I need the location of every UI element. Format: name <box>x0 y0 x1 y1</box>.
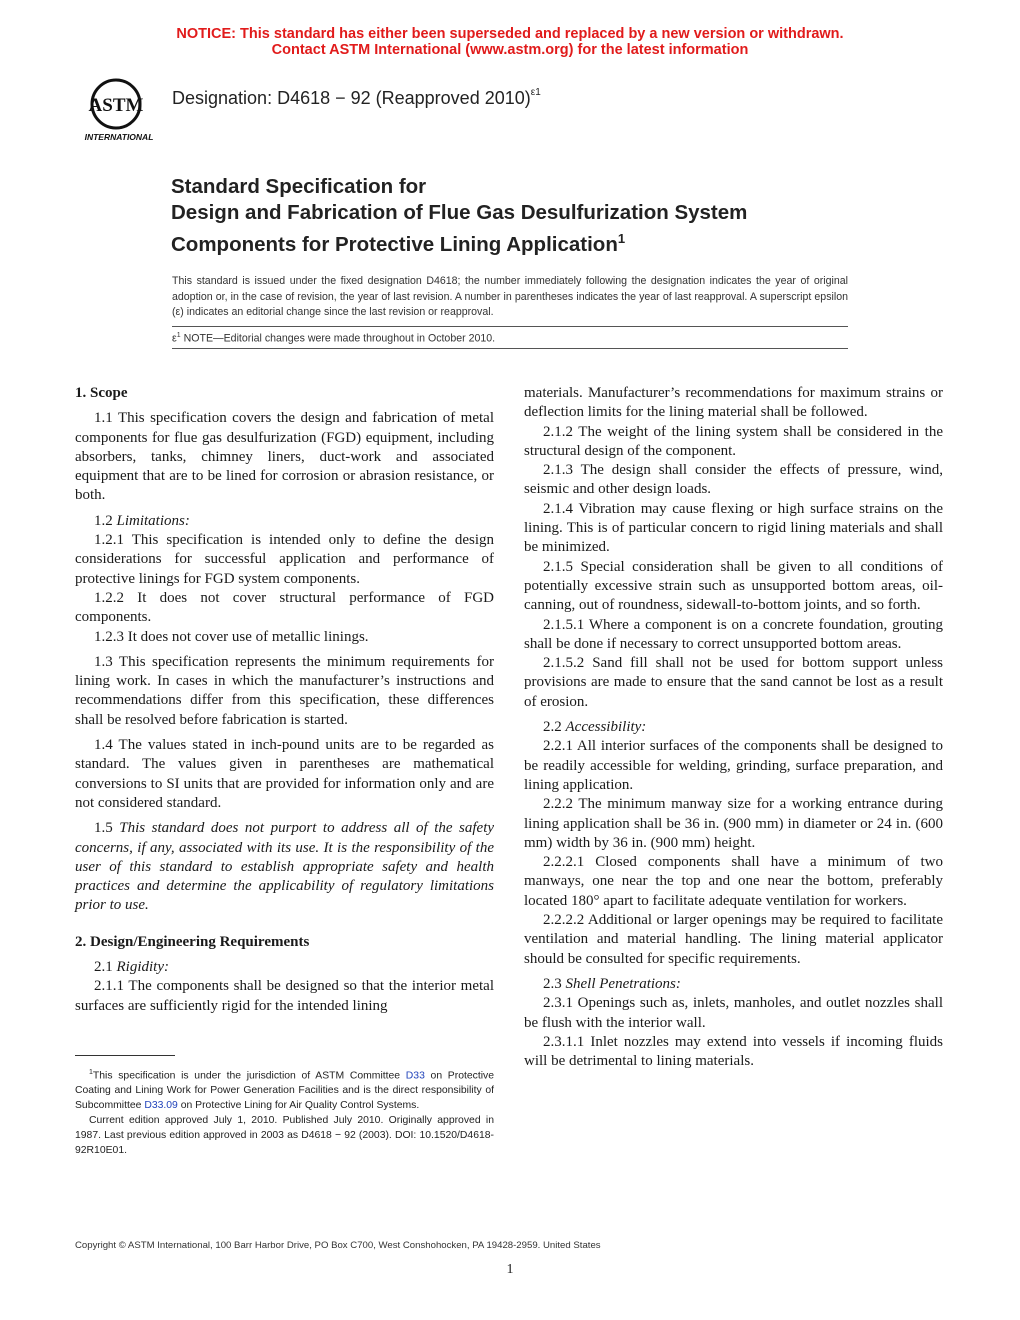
paragraph-1-5 <box>75 819 494 915</box>
paragraph-2-1-1-continued: materials. Manufacturer’s recommendations for maximum strains or deflection limits for the lining material shall be followed. <box>524 385 943 421</box>
subcommittee-link[interactable]: D33.09 <box>144 1100 178 1112</box>
footnote-text-a: This specification is under the jurisdiction of ASTM Committee <box>92 1070 406 1082</box>
paragraph-2-2-label: Accessibility: <box>565 719 647 736</box>
logo-text: ASTM <box>88 95 144 116</box>
title-line-2: Design and Fabrication of Flue Gas Desulfurization System <box>171 201 748 224</box>
designation-superscript: ε1 <box>530 87 541 98</box>
designation-text: Designation: D4618 − 92 (Reapproved 2010) <box>172 88 531 108</box>
paragraph-1-5-text: This standard does not purport to address all of the safety concerns, if any, associated with its use. It is the responsibility of the user of this standard to establish appropriate safety and health practices and determine the applicability of regulatory limitations prior to use. <box>75 820 495 914</box>
paragraph-2-1-3: 2.1.3 The design shall consider the effects of pressure, wind, seismic and other design loads. <box>524 462 943 498</box>
paragraph-2-1 <box>75 958 494 977</box>
withdrawn-notice <box>0 26 1020 58</box>
logo-subtext: INTERNATIONAL <box>84 132 154 142</box>
paragraph-2-2-2-2: 2.2.2.2 Additional or larger openings may be required to facilitate ventilation and material handling. The lining material applicator should be consulted for specific requirements. <box>524 912 943 967</box>
astm-logo <box>76 74 160 144</box>
title-line-3: Components for Protective Lining Application <box>171 232 618 256</box>
notice-line-2: Contact ASTM International (www.astm.org) for the latest information <box>271 42 749 58</box>
paragraph-2-3 <box>524 975 943 994</box>
footnote-jurisdiction <box>75 1065 494 1113</box>
paragraph-1-2-label: Limitations: <box>116 512 190 529</box>
footnote-mark: 1 <box>89 1069 93 1076</box>
paragraph-1-3: 1.3 This specification represents the minimum requirements for lining work. In cases in which the manufacturer’s instructions and recommendations differ from this specification, these differences shall be resolved before fabrication is started. <box>75 653 494 728</box>
title-line-1: Standard Specification for <box>171 175 427 198</box>
paragraph-2-2-number: 2.2 <box>543 719 566 736</box>
paragraph-2-2-1: 2.2.1 All interior surfaces of the components shall be designed to be readily accessible for welding, grinding, surface preparation, and lining application. <box>524 738 943 793</box>
paragraph-2-1-2: 2.1.2 The weight of the lining system shall be considered in the structural design of the component. <box>524 423 943 459</box>
paragraph-2-1-label: Rigidity: <box>116 959 169 976</box>
page-number: 1 <box>506 1262 514 1277</box>
paragraph-1-1: 1.1 This specification covers the design and fabrication of metal components for flue gas desulfurization (FGD) equipment, including absorbers, tanks, chimney liners, duct-work and associated equipment that are to be lined for corrosion or abrasion resistance, or both. <box>75 410 494 504</box>
footnote-text-b: on Protective Coating and Lining Work for Power Generation Facilities and is the direct responsibility of Subcommittee <box>75 1070 495 1112</box>
epsilon-mark: ε <box>172 332 177 345</box>
footnote-text-c: on Protective Lining for Air Quality Control Systems. <box>177 1100 420 1112</box>
paragraph-2-2-2-1: 2.2.2.1 Closed components shall have a minimum of two manways, one near the top and one near the bottom, preferably located 180° apart to facilitate adequate ventilation for workers. <box>524 854 943 909</box>
paragraph-2-3-1-1: 2.3.1.1 Inlet nozzles may extend into vessels if incoming fluids will be detrimental to lining materials. <box>524 1033 943 1070</box>
paragraph-2-1-5-2: 2.1.5.2 Sand fill shall not be used for bottom support unless provisions are made to ensure that the sand cannot be lost as a result of erosion. <box>524 655 943 710</box>
paragraph-1-2-1: 1.2.1 This specification is intended only to define the design considerations for successful application and performance of protective linings for FGD system components. <box>75 532 494 587</box>
epsilon-note <box>172 332 495 345</box>
paragraph-2-3-label: Shell Penetrations: <box>565 975 681 992</box>
footnote-divider <box>75 1055 175 1056</box>
paragraph-2-1-4: 2.1.4 Vibration may cause flexing or high surface strains on the lining. This is of particular concern to rigid lining materials and shall be minimized. <box>524 500 943 556</box>
footnote <box>75 1065 494 1158</box>
copyright: Copyright © ASTM International, 100 Barr Harbor Drive, PO Box C700, West Conshohocken, PA 19428-2959. United States <box>75 1240 601 1251</box>
section-heading-design: 2. Design/Engineering Requirements <box>75 933 310 950</box>
paragraph-1-2-2: 1.2.2 It does not cover structural performance of FGD components. <box>75 589 494 626</box>
right-column <box>524 384 943 1071</box>
paragraph-2-3-number: 2.3 <box>543 975 566 992</box>
epsilon-note-text: NOTE—Editorial changes were made throughout in October 2010. <box>180 332 496 345</box>
intro-divider <box>172 326 848 327</box>
paragraph-1-2 <box>75 512 494 531</box>
epsilon-sup: 1 <box>176 332 181 339</box>
standard-intro: This standard is issued under the fixed designation D4618; the number immediately following the designation indicates the year of original adoption or, in the case of revision, the year of last revision. A number in parentheses indicates the year of last reapproval. A superscript epsilon (ε) indicates an editorial change since the last revision or reapproval. <box>172 275 848 318</box>
paragraph-1-4: 1.4 The values stated in inch-pound units are to be regarded as standard. The values given in parentheses are mathematical conversions to SI units that are provided for information only and are not considered standard. <box>75 737 494 811</box>
footnote-edition: Current edition approved July 1, 2010. Published July 2010. Originally approved in 1987. Last previous edition approved in 2003 as D4618 − 92 (2003). DOI: 10.1520/D4618-92R10E01. <box>75 1115 494 1157</box>
left-column <box>75 384 494 1016</box>
title-footnote-mark: 1 <box>617 231 626 246</box>
paragraph-2-1-5-1: 2.1.5.1 Where a component is on a concrete foundation, grouting shall be done if necessary to correct unsupported bottom areas. <box>524 616 943 652</box>
document-title <box>171 174 747 258</box>
committee-link[interactable]: D33 <box>405 1070 425 1082</box>
note-divider <box>172 348 848 349</box>
paragraph-2-1-5: 2.1.5 Special consideration shall be given to all conditions of potentially excessive strain such as unsupported bottom areas, oil-canning, out of roundness, sidewall-to-bottom joints, and so forth. <box>524 558 943 614</box>
paragraph-2-2-2: 2.2.2 The minimum manway size for a working entrance during lining application shall be 36 in. (900 mm) in diameter or 24 in. (600 mm) width by 36 in. (900 mm) height. <box>524 796 943 851</box>
paragraph-2-1-1: 2.1.1 The components shall be designed so that the interior metal surfaces are sufficiently rigid for the intended lining <box>75 978 494 1014</box>
paragraph-2-1-number: 2.1 <box>94 959 117 976</box>
section-heading-scope: 1. Scope <box>75 385 128 401</box>
paragraph-1-2-number: 1.2 <box>94 512 117 529</box>
paragraph-2-3-1: 2.3.1 Openings such as, inlets, manholes, and outlet nozzles shall be flush with the interior wall. <box>524 995 943 1031</box>
notice-line-1: NOTICE: This standard has either been superseded and replaced by a new version or withdrawn. <box>176 26 844 42</box>
paragraph-2-2 <box>524 718 943 737</box>
paragraph-1-2-3: 1.2.3 It does not cover use of metallic linings. <box>94 628 369 645</box>
designation <box>172 88 541 109</box>
paragraph-1-5-number: 1.5 <box>94 820 120 837</box>
